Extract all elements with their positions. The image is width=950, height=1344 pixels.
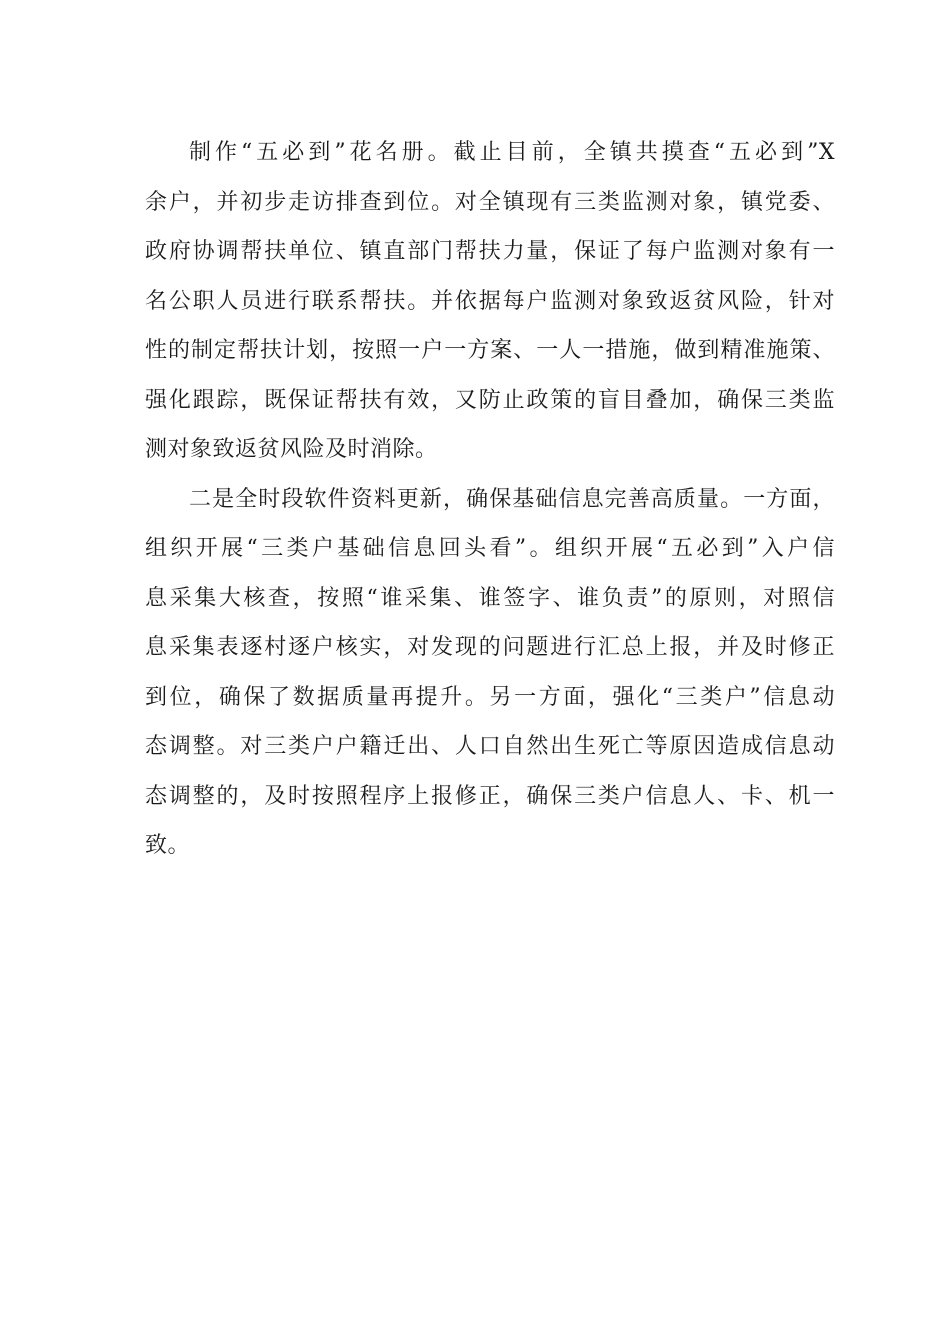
text-line: 致。	[145, 833, 191, 858]
text-line: 二是全时段软件资料更新，确保基础信息完善高质量。一方面，	[189, 486, 835, 512]
text-line: 态调整。对三类户户籍迁出、人口自然出生死亡等原因造成信息动	[145, 734, 835, 759]
text-line: 强化跟踪，既保证帮扶有效，又防止政策的盲目叠加，确保三类监	[145, 387, 835, 413]
text-line: 名公职人员进行联系帮扶。并依据每户监测对象致返贫风险，针对	[145, 288, 835, 314]
text-line: 组织开展“三类户基础信息回头看”。组织开展“五必到”入户信	[145, 536, 835, 561]
paragraph-1	[145, 128, 835, 475]
text-line: 到位，确保了数据质量再提升。另一方面，强化“三类户”信息动	[145, 684, 835, 710]
document-body	[145, 128, 835, 871]
text-line: 政府协调帮扶单位、镇直部门帮扶力量，保证了每户监测对象有一	[145, 239, 835, 264]
text-line: 息采集大核查，按照“谁采集、谁签字、谁负责”的原则，对照信	[145, 585, 835, 611]
text-line: 测对象致返贫风险及时消除。	[145, 437, 438, 462]
text-line: 性的制定帮扶计划，按照一户一方案、一人一措施，做到精准施策、	[145, 338, 835, 363]
text-line: 余户，并初步走访排查到位。对全镇现有三类监测对象，镇党委、	[145, 189, 835, 215]
text-line: 态调整的，及时按照程序上报修正，确保三类户信息人、卡、机一	[145, 783, 835, 809]
paragraph-2	[145, 475, 835, 871]
text-line: 息采集表逐村逐户核实，对发现的问题进行汇总上报，并及时修正	[145, 635, 835, 660]
text-line: 制作“五必到”花名册。截止目前，全镇共摸查“五必到”X	[189, 140, 835, 165]
